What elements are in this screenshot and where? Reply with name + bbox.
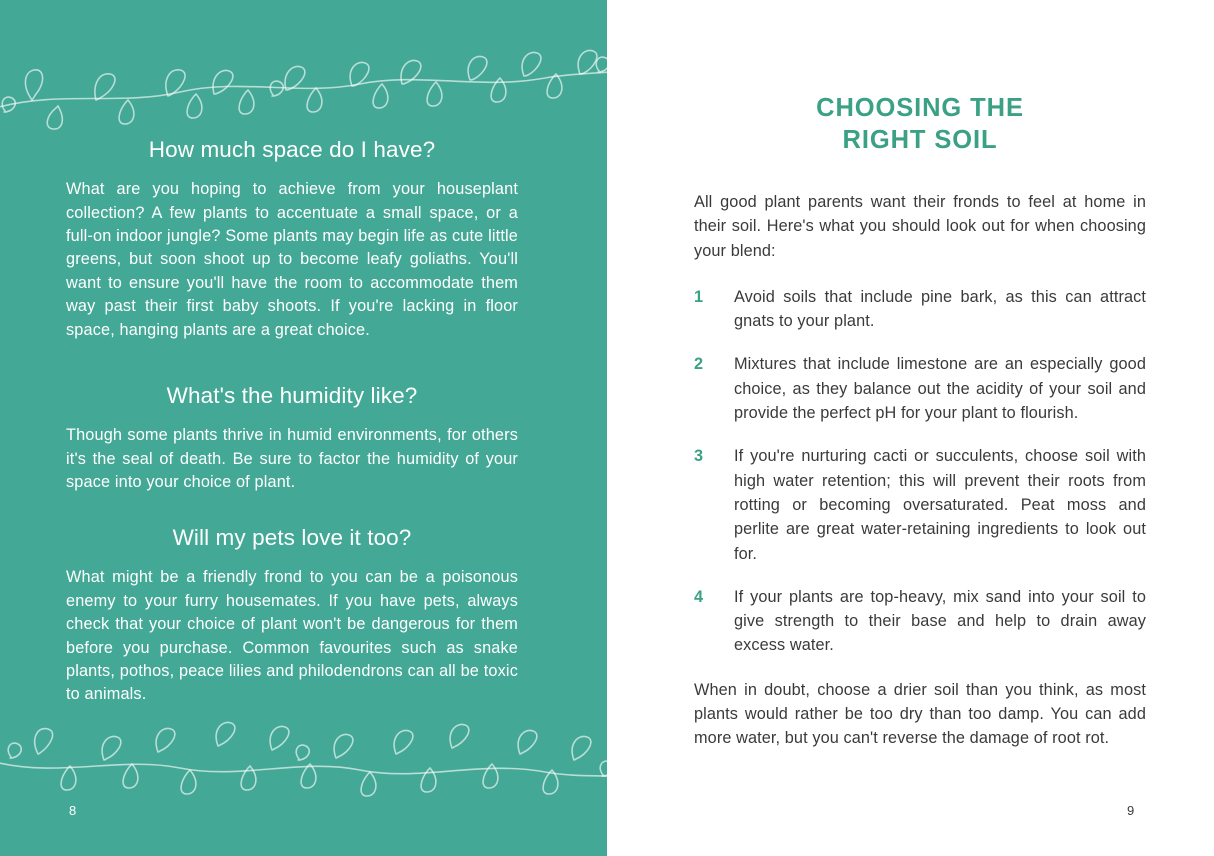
right-page	[607, 0, 1214, 856]
list-item-number: 4	[694, 587, 704, 606]
page-number-left: 8	[69, 803, 77, 818]
right-page-content	[694, 92, 1146, 751]
left-page-content	[66, 136, 518, 707]
leafy-vine-border-icon	[0, 34, 607, 130]
list-item-text: Avoid soils that include pine bark, as this can attract gnats to your plant.	[734, 287, 1146, 331]
list-item-number: 3	[694, 447, 704, 466]
list-item	[694, 444, 1146, 565]
section-gap	[66, 494, 518, 524]
leafy-vine-border-icon	[0, 712, 607, 808]
list-item	[694, 585, 1146, 658]
list-item-text: Mixtures that include limestone are an especially good choice, as they balance out the acidity of your soil and provide the perfect pH for your plant to flourish.	[734, 355, 1146, 423]
page-title-line-1: CHOOSING THE	[816, 94, 1024, 122]
heading-humidity: What's the humidity like?	[166, 382, 418, 408]
paragraph-humidity: Though some plants thrive in humid environments, for others it's the seal of death. Be sure to factor the humidity of your space into your choice of plant.	[66, 426, 518, 491]
section-gap	[66, 342, 518, 382]
list-item-number: 2	[694, 355, 704, 374]
closing-paragraph: When in doubt, choose a drier soil than you think, as most plants would rather be too dry than too damp. You can add more water, but you can't reverse the damage of root rot.	[694, 680, 1146, 748]
list-item-text: If you're nurturing cacti or succulents, choose soil with high water retention; this will prevent their roots from rotting or becoming oversaturated. Peat moss and perlite are great water-retaining ingredients to look out for.	[734, 447, 1146, 563]
list-item	[694, 285, 1146, 334]
soil-tips-list	[694, 285, 1146, 658]
list-item-number: 1	[694, 287, 704, 306]
page-title	[694, 92, 1146, 156]
paragraph-pets: What might be a friendly frond to you can be a poisonous enemy to your furry housemates. If you have pets, always check that your choice of plant won't be dangerous for them before you purchase. Common favourites such as snake plants, pothos, peace lilies and philodendrons can all be toxic to animals.	[66, 568, 518, 704]
intro-paragraph: All good plant parents want their fronds to feel at home in their soil. Here's what you should look out for when choosing your blend:	[694, 193, 1146, 260]
heading-how-much-space: How much space do I have?	[148, 137, 436, 162]
page-number-right: 9	[1127, 803, 1135, 818]
list-item	[694, 352, 1146, 425]
page-title-line-2: RIGHT SOIL	[842, 126, 998, 154]
heading-pets: Will my pets love it too?	[172, 525, 412, 551]
paragraph-how-much-space: What are you hoping to achieve from your houseplant collection? A few plants to accentuate a small space, or a full-on indoor jungle? Some plants may begin life as cute little greens, but soon shoot up to become leafy goliaths. You'll want to ensure you'll have the room to accommodate them way past their first baby shoots. If you're lacking in floor space, hanging plants are a great choice.	[66, 180, 518, 339]
list-item-text: If your plants are top-heavy, mix sand into your soil to give strength to their base and help to drain away excess water.	[734, 587, 1146, 655]
